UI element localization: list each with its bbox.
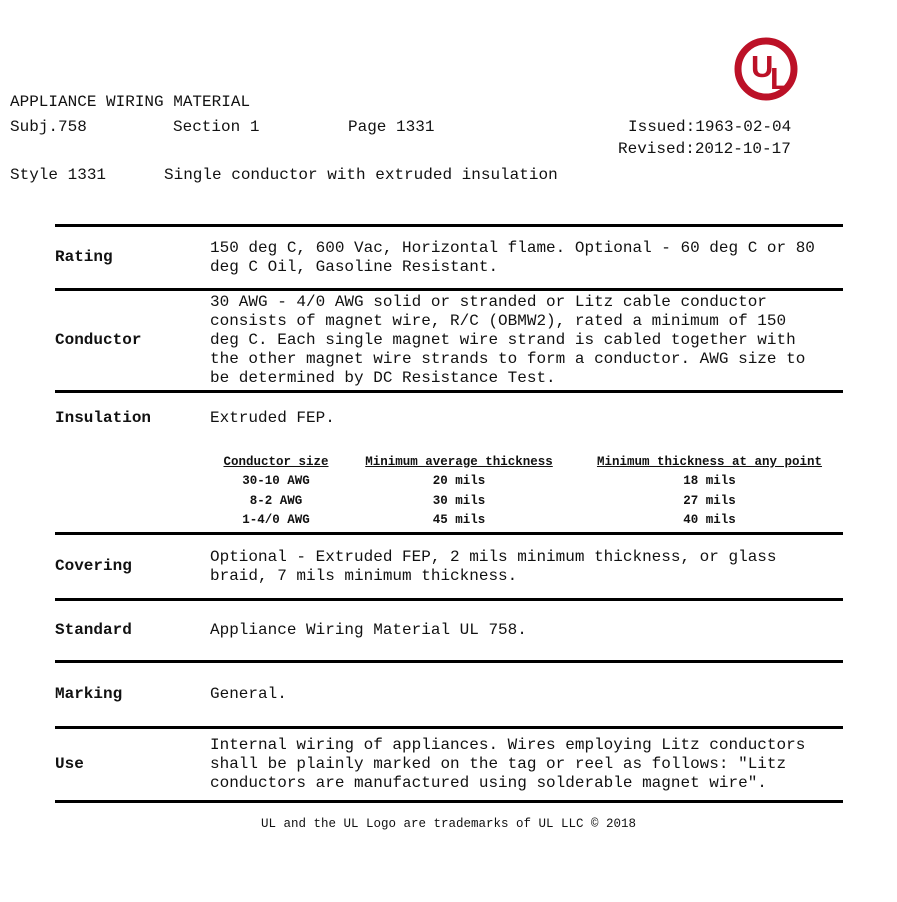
thickness-table-row [210,492,843,511]
row-label-rating: Rating [55,248,113,266]
use-text-line: conductors are manufactured using solderable magnet wire". [210,774,767,792]
row-label-insulation: Insulation [55,409,152,427]
thickness-cell: 20 mils [432,474,486,489]
style-description: Single conductor with extruded insulation [164,166,558,184]
row-label-covering: Covering [55,557,132,575]
covering-text-line: braid, 7 mils minimum thickness. [210,566,518,585]
row-body-covering [210,548,843,586]
ul-logo [733,36,799,102]
row-label-conductor: Conductor [55,331,142,349]
thickness-cell: 40 mils [683,513,736,528]
conductor-text-line: consists of magnet wire, R/C (OBMW2), rated a minimum of 150 [210,312,787,330]
table-row-rating [55,224,843,288]
thickness-cell: 30 mils [432,493,486,508]
covering-text-line: Optional - Extruded FEP, 2 mils minimum thickness, or glass [210,547,777,566]
thickness-col-header-average: Minimum average thickness [365,455,553,469]
thickness-cell: 8-2 AWG [249,493,303,508]
document-title: APPLIANCE WIRING MATERIAL [10,93,251,111]
trademark-notice: UL and the UL Logo are trademarks of UL LLC © 2018 [260,817,637,831]
thickness-table-row [210,472,843,491]
thickness-table-header-row [210,453,843,472]
thickness-col-header-any-point: Minimum thickness at any point [596,455,823,469]
page-number: Page 1331 [348,118,435,136]
thickness-cell: 30-10 AWG [242,474,310,489]
table-row-covering [55,532,843,598]
subject-number: Subj.758 [10,118,87,136]
row-body-insulation [210,409,843,531]
ul-logo-letter-l: L [770,61,789,96]
insulation-text-line: Extruded FEP. [210,409,335,427]
thickness-table-row [210,511,843,530]
thickness-cell: 45 mils [432,513,486,528]
table-row-conductor [55,288,843,390]
rating-text-line: 150 deg C, 600 Vac, Horizontal flame. Optional - 60 deg C or 80 [210,238,815,257]
standard-text-line: Appliance Wiring Material UL 758. [210,621,527,639]
thickness-cell: 1-4/0 AWG [242,513,310,528]
ul-logo-icon [733,36,799,102]
row-label-standard: Standard [55,621,132,639]
table-row-use [55,726,843,800]
row-body-conductor [210,293,843,388]
thickness-cell: 27 mils [683,493,736,508]
insulation-thickness-table [210,453,843,531]
thickness-cell: 18 mils [683,474,736,489]
row-body-use [210,736,843,793]
table-row-insulation [55,390,843,532]
row-label-marking: Marking [55,685,123,703]
row-body-rating [210,239,843,277]
conductor-text-line: be determined by DC Resistance Test. [210,369,556,387]
marking-text-line: General. [210,685,287,703]
section-number: Section 1 [173,118,260,136]
style-number: Style 1331 [10,166,107,184]
spec-table [55,224,843,803]
row-body-standard [210,621,843,640]
table-row-marking [55,660,843,726]
table-row-standard [55,598,843,660]
conductor-text-line: deg C. Each single magnet wire strand is cabled together with [210,331,796,349]
conductor-text-line: 30 AWG - 4/0 AWG solid or stranded or Litz cable conductor [210,293,767,311]
row-label-use: Use [55,755,84,773]
revised-date: Revised:2012-10-17 [618,140,791,158]
ul-logo-letter-u: U [751,49,774,84]
conductor-text-line: the other magnet wire strands to form a conductor. AWG size to [210,350,806,368]
use-text-line: Internal wiring of appliances. Wires employing Litz conductors [210,736,806,754]
issued-date: Issued:1963-02-04 [628,118,792,136]
use-text-line: shall be plainly marked on the tag or reel as follows: "Litz [210,755,787,773]
rating-text-line: deg C Oil, Gasoline Resistant. [210,257,499,276]
row-body-marking [210,685,843,704]
thickness-col-header-size: Conductor size [223,455,329,469]
